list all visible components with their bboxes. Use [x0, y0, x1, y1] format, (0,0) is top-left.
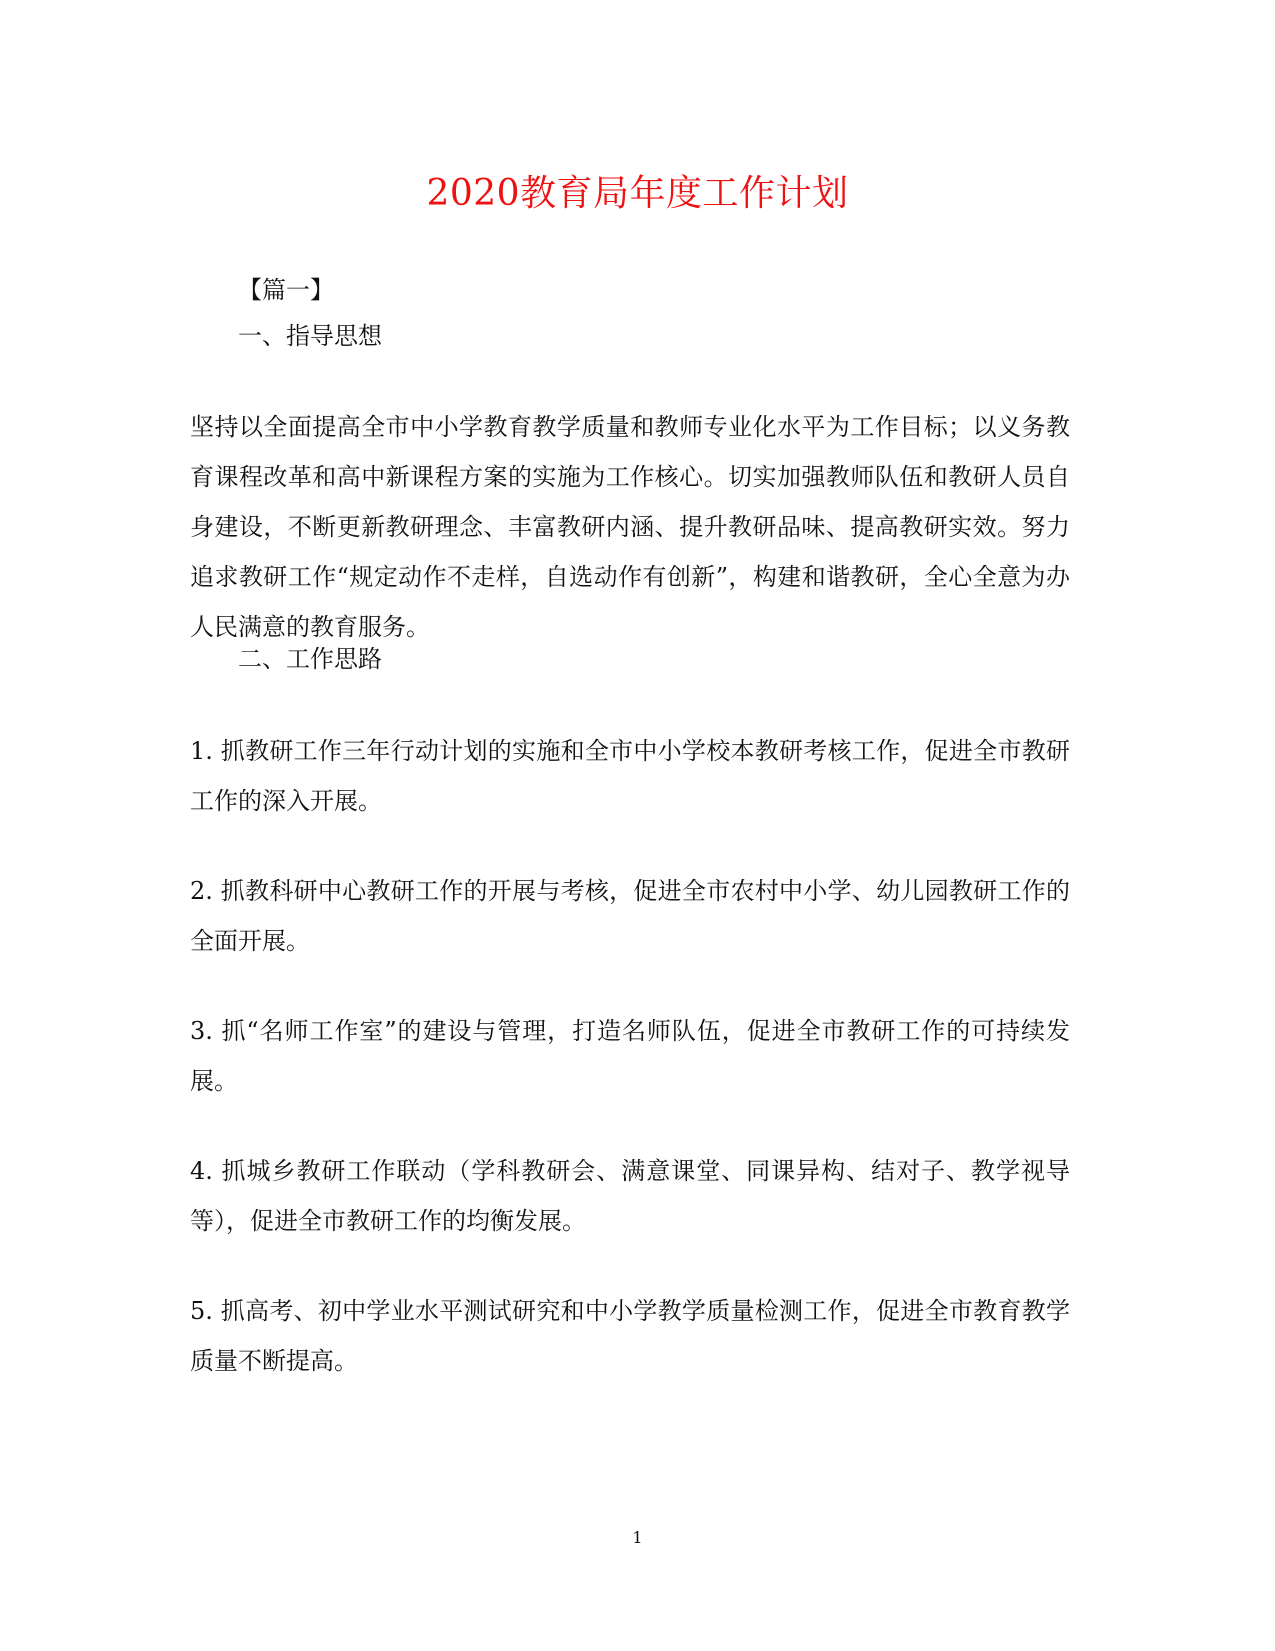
- section-heading-guiding-thought: 一、指导思想: [238, 322, 382, 350]
- list-item: 4. 抓城乡教研工作联动（学科教研会、满意课堂、同课异构、结对子、教学视导等），促进全市教研工作的均衡发展。: [190, 1157, 1070, 1235]
- section-body-guiding-thought: 坚持以全面提高全市中小学教育教学质量和教师专业化水平为工作目标；以义务教育课程改革和高中新课程方案的实施为工作核心。切实加强教师队伍和教研人员自身建设，不断更新教研理念、丰富教研内涵、提升教研品味、提高教研实效。努力追求教研工作“规定动作不走样，自选动作有创新”，构建和谐教研，全心全意为办人民满意的教育服务。: [190, 413, 1070, 641]
- part-label: 【篇一】: [238, 276, 334, 304]
- document-title: 2020教育局年度工作计划: [426, 173, 849, 214]
- list-item: 2. 抓教科研中心教研工作的开展与考核，促进全市农村中小学、幼儿园教研工作的全面开展。: [190, 877, 1070, 955]
- list-item: 1. 抓教研工作三年行动计划的实施和全市中小学校本教研考核工作，促进全市教研工作的深入开展。: [190, 737, 1070, 815]
- page-number: 1: [632, 1528, 643, 1547]
- list-item: 5. 抓高考、初中学业水平测试研究和中小学教学质量检测工作，促进全市教育教学质量不断提高。: [190, 1297, 1070, 1375]
- list-item: 3. 抓“名师工作室”的建设与管理，打造名师队伍，促进全市教研工作的可持续发展。: [190, 1017, 1070, 1095]
- section-heading-work-approach: 二、工作思路: [238, 645, 382, 673]
